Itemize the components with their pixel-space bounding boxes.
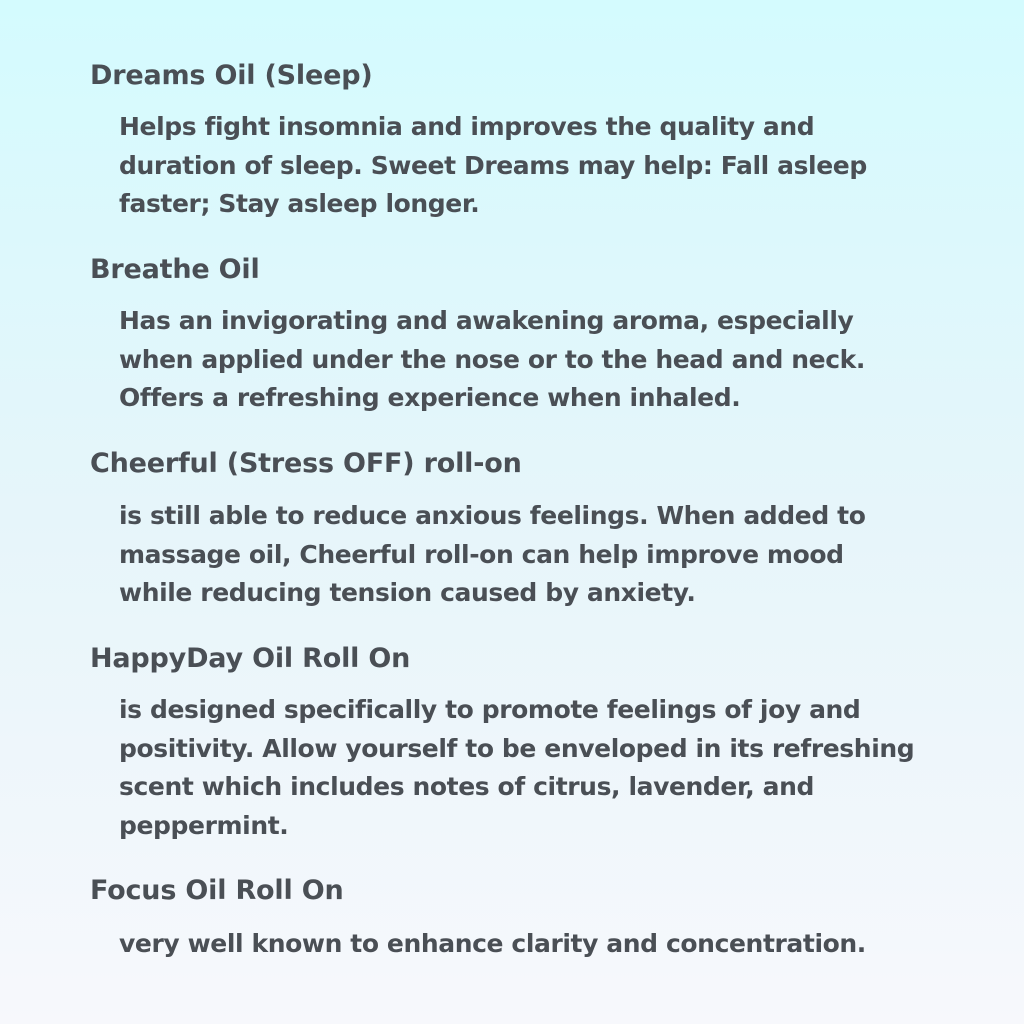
oil-title: Dreams Oil (Sleep) [90, 60, 373, 91]
description-line: faster; Stay asleep longer. [119, 189, 480, 218]
description-line: when applied under the nose or to the head and neck. [119, 344, 865, 374]
oil-description [119, 108, 867, 224]
oil-title: Cheerful (Stress OFF) roll-on [90, 448, 522, 479]
description-line: is designed specifically to promote feelings of joy and [119, 695, 861, 724]
oil-description [119, 302, 865, 418]
oil-description [119, 497, 865, 613]
description-line: Helps fight insomnia and improves the quality and [119, 112, 815, 141]
oil-title: HappyDay Oil Roll On [90, 643, 411, 674]
description-line: Offers a refreshing experience when inhaled. [119, 383, 741, 412]
oil-description [119, 691, 914, 845]
description-line: massage oil, Cheerful roll-on can help improve mood [119, 539, 844, 569]
description-line: very well known to enhance clarity and concentration. [119, 929, 866, 958]
description-line: positivity. Allow yourself to be enveloped in its refreshing [119, 733, 915, 763]
oil-title: Focus Oil Roll On [90, 875, 344, 906]
description-line: scent which includes notes of citrus, lavender, and [119, 772, 815, 801]
oil-description [119, 925, 866, 964]
description-line: while reducing tension caused by anxiety. [119, 578, 696, 607]
oil-title: Breathe Oil [90, 254, 260, 285]
description-line: is still able to reduce anxious feelings. When added to [119, 501, 866, 530]
description-line: peppermint. [119, 810, 289, 840]
description-line: duration of sleep. Sweet Dreams may help: Fall asleep [119, 150, 867, 180]
description-line: Has an invigorating and awakening aroma, especially [119, 306, 854, 335]
